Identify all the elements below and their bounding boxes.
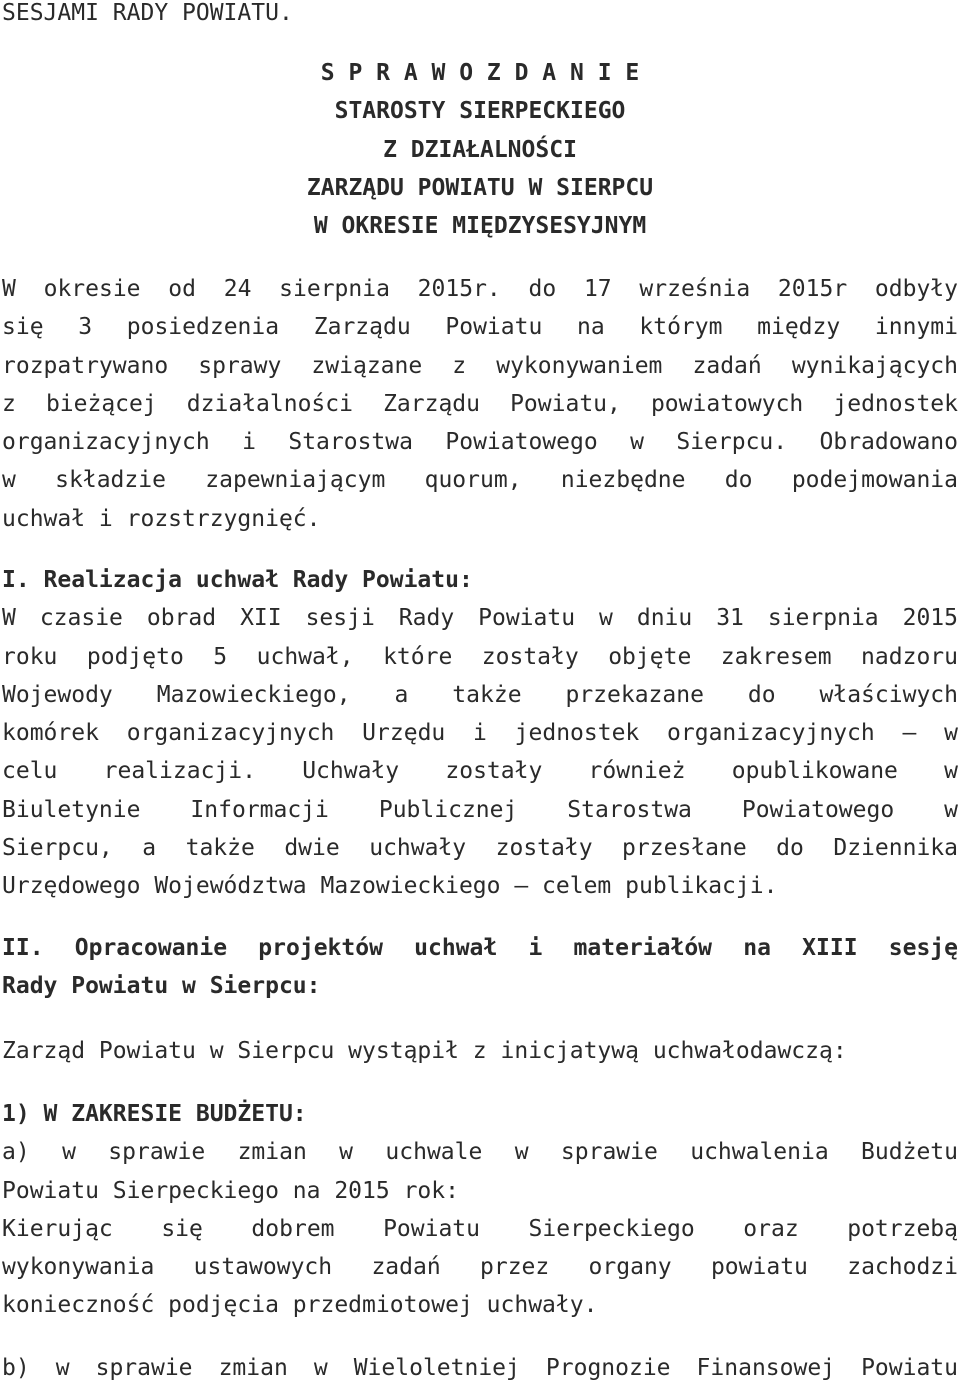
item-a-line: a) w sprawie zmian w uchwale w sprawie uchwalenia Budżetu — [2, 1139, 958, 1166]
intro-line: z bieżącej działalności Zarządu Powiatu, powiatowych jednostek — [2, 390, 958, 417]
intro-line: w składzie zapewniającym quorum, niezbędne do podejmowania — [2, 467, 958, 494]
budget-section — [2, 1095, 958, 1325]
initiative-line: Zarząd Powiatu w Sierpcu wystąpił z inicjatywą uchwałodawczą: — [2, 1038, 847, 1064]
section-2-heading — [2, 929, 958, 1006]
section-2-heading-line: II. Opracowanie projektów uchwał i materiałów na XIII sesję — [2, 935, 958, 961]
section-1-line: celu realizacji. Uchwały zostały również opublikowane w — [2, 758, 958, 785]
title-line: S P R A W O Z D A N I E — [320, 60, 640, 86]
top-line-text: SESJAMI RADY POWIATU. — [2, 0, 293, 26]
top-line — [2, 0, 293, 32]
item-b — [2, 1349, 958, 1387]
item-a-reason-line: wykonywania ustawowych zadań przez organy powiatu zachodzi — [2, 1254, 958, 1281]
item-b-line: b) w sprawie zmian w Wieloletniej Prognozie Finansowej Powiatu — [2, 1355, 958, 1381]
section-1-line: Biuletynie Informacji Publicznej Starostwa Powiatowego w — [2, 796, 958, 823]
intro-line: się 3 posiedzenia Zarządu Powiatu na którym między innymi — [2, 314, 958, 341]
intro-line: uchwał i rozstrzygnięć. — [2, 505, 321, 532]
section-1-line: Wojewody Mazowieckiego, a także przekazane do właściwych — [2, 681, 958, 708]
section-1-line: W czasie obrad XII sesji Rady Powiatu w dniu 31 sierpnia 2015 — [2, 605, 958, 632]
document-title — [2, 54, 958, 245]
intro-paragraph — [2, 270, 958, 538]
section-1 — [2, 561, 958, 906]
section-1-line: roku podjęto 5 uchwał, które zostały objęte zakresem nadzoru — [2, 643, 958, 670]
intro-line: rozpatrywano sprawy związane z wykonywaniem zadań wynikających — [2, 352, 958, 379]
section-1-line: komórek organizacyjnych Urzędu i jednostek organizacyjnych – w — [2, 720, 958, 747]
item-a-line: Powiatu Sierpeckiego na 2015 rok: — [2, 1177, 459, 1204]
section-1-heading: I. Realizacja uchwał Rady Powiatu: — [2, 567, 473, 593]
intro-line: organizacyjnych i Starostwa Powiatowego w Sierpcu. Obradowano — [2, 429, 958, 456]
section-1-line: Sierpcu, a także dwie uchwały zostały przesłane do Dziennika — [2, 835, 958, 862]
section-2-heading-line: Rady Powiatu w Sierpcu: — [2, 973, 321, 1000]
budget-heading: 1) W ZAKRESIE BUDŻETU: — [2, 1101, 307, 1127]
item-a-reason-line: konieczność podjęcia przedmiotowej uchwały. — [2, 1292, 598, 1319]
intro-line: W okresie od 24 sierpnia 2015r. do 17 września 2015r odbyły — [2, 276, 958, 302]
title-line: STAROSTY SIERPECKIEGO — [334, 98, 626, 125]
section-1-line: Urzędowego Województwa Mazowieckiego – celem publikacji. — [2, 873, 778, 900]
initiative-paragraph — [2, 1032, 958, 1070]
title-line: Z DZIAŁALNOŚCI — [383, 136, 577, 163]
title-line: ZARZĄDU POWIATU W SIERPCU — [306, 174, 654, 201]
item-a-reason-line: Kierując się dobrem Powiatu Sierpeckiego oraz potrzebą — [2, 1215, 958, 1242]
title-line: W OKRESIE MIĘDZYSESYJNYM — [313, 213, 647, 240]
